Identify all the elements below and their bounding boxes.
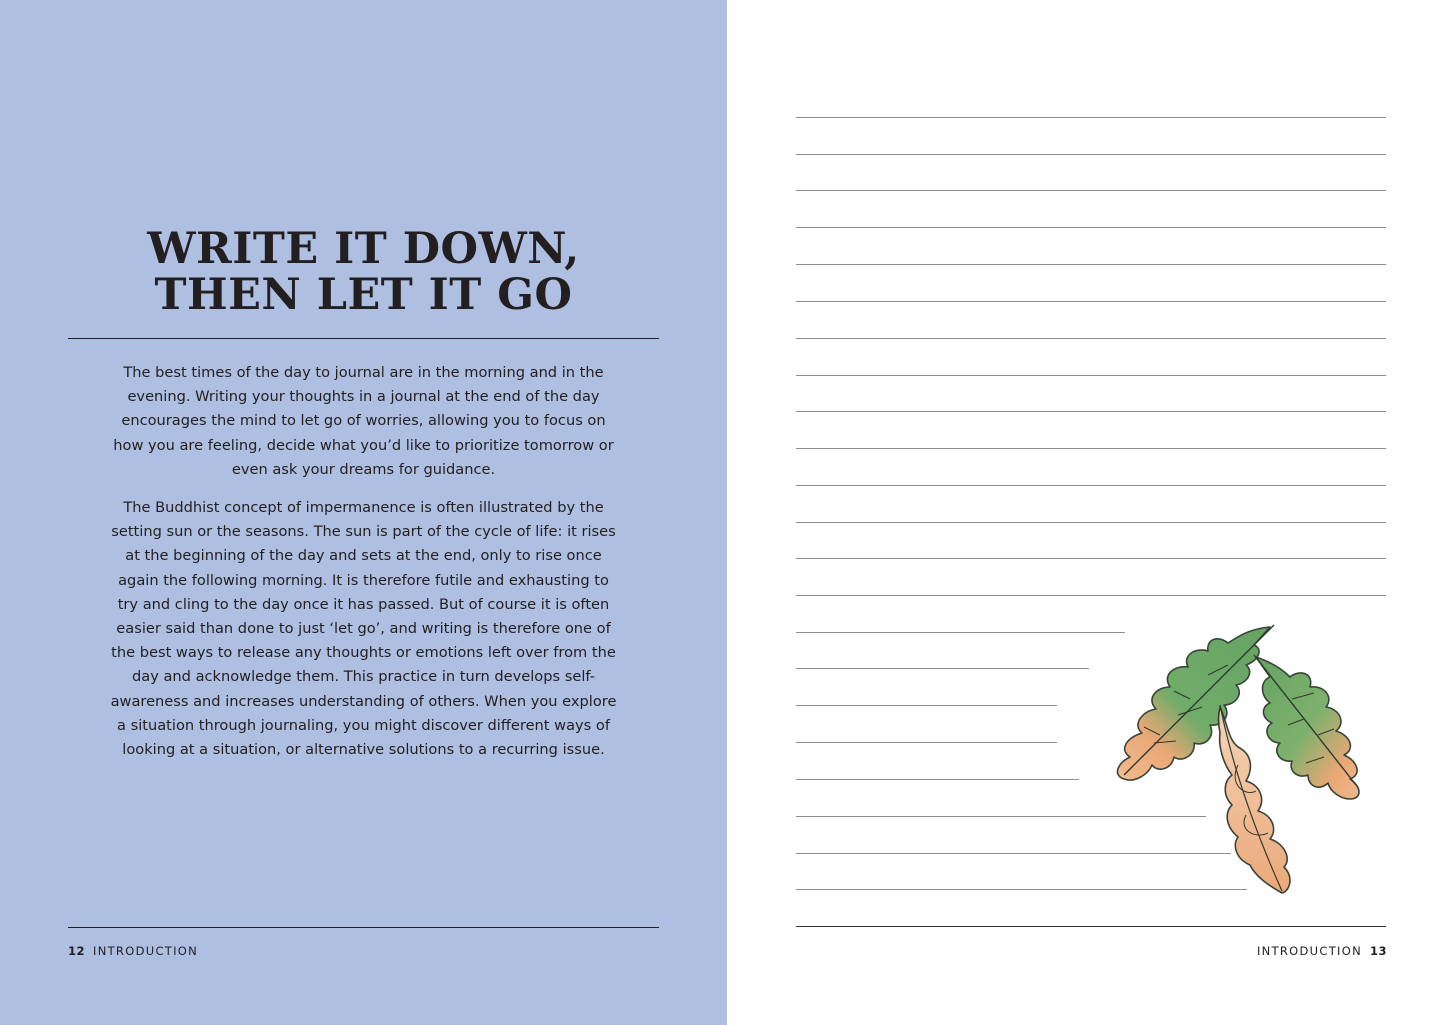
writing-line [796,742,1057,743]
title-line-1: WRITE IT DOWN, [147,224,580,274]
page-title [68,226,659,318]
footer-divider-left [68,927,659,928]
footer-divider-right [796,926,1386,927]
writing-line [796,301,1386,302]
writing-line [796,632,1125,633]
writing-line [796,668,1089,669]
oak-leaf-left [1117,625,1274,780]
title-line-2: THEN LET IT GO [154,270,573,320]
oak-leaves-illustration [1078,615,1418,905]
writing-line [796,117,1386,118]
page-number-left: 12 [68,944,86,958]
section-label-right: INTRODUCTION [1256,944,1362,958]
writing-line [796,154,1386,155]
body-text [110,361,617,776]
writing-line [796,411,1386,412]
writing-line [796,522,1386,523]
writing-line [796,705,1057,706]
writing-line [796,558,1386,559]
writing-line [796,448,1386,449]
page-number-right: 13 [1369,944,1387,958]
footer-right [1257,944,1387,958]
writing-line [796,338,1386,339]
writing-line [796,485,1386,486]
oak-leaf-right [1254,655,1359,799]
paragraph-2: The Buddhist concept of impermanence is often illustrated by the setting sun or the seasons. The sun is part of the cycle of life: it rises at the beginning of the day and sets at the end, only to rise once again the following morning. It is therefore futile and exhausting to try and cling to the day once it has passed. But of course it is often easier said than done to just ‘let go’, and writing is therefore one of the best ways to release any thoughts or emotions left over from the day and acknowledge them. This practice in turn develops self-awareness and increases understanding of others. When you explore a situation through journaling, you might discover different ways of looking at a situation, or alternative solutions to a recurring issue. [110,499,617,759]
title-divider [68,338,659,339]
writing-line [796,595,1386,596]
writing-line [796,375,1386,376]
writing-line [796,190,1386,191]
section-label-left: INTRODUCTION [93,944,199,958]
footer-left [68,944,198,958]
writing-line [796,227,1386,228]
writing-line [796,779,1079,780]
paragraph-1: The best times of the day to journal are in the morning and in the evening. Writing your thoughts in a journal at the end of the day encourages the mind to let go of worries, allowing you to focus on how you are feeling, decide what you’d like to prioritize tomorrow or even ask your dreams for guidance. [113,364,614,478]
writing-line [796,264,1386,265]
